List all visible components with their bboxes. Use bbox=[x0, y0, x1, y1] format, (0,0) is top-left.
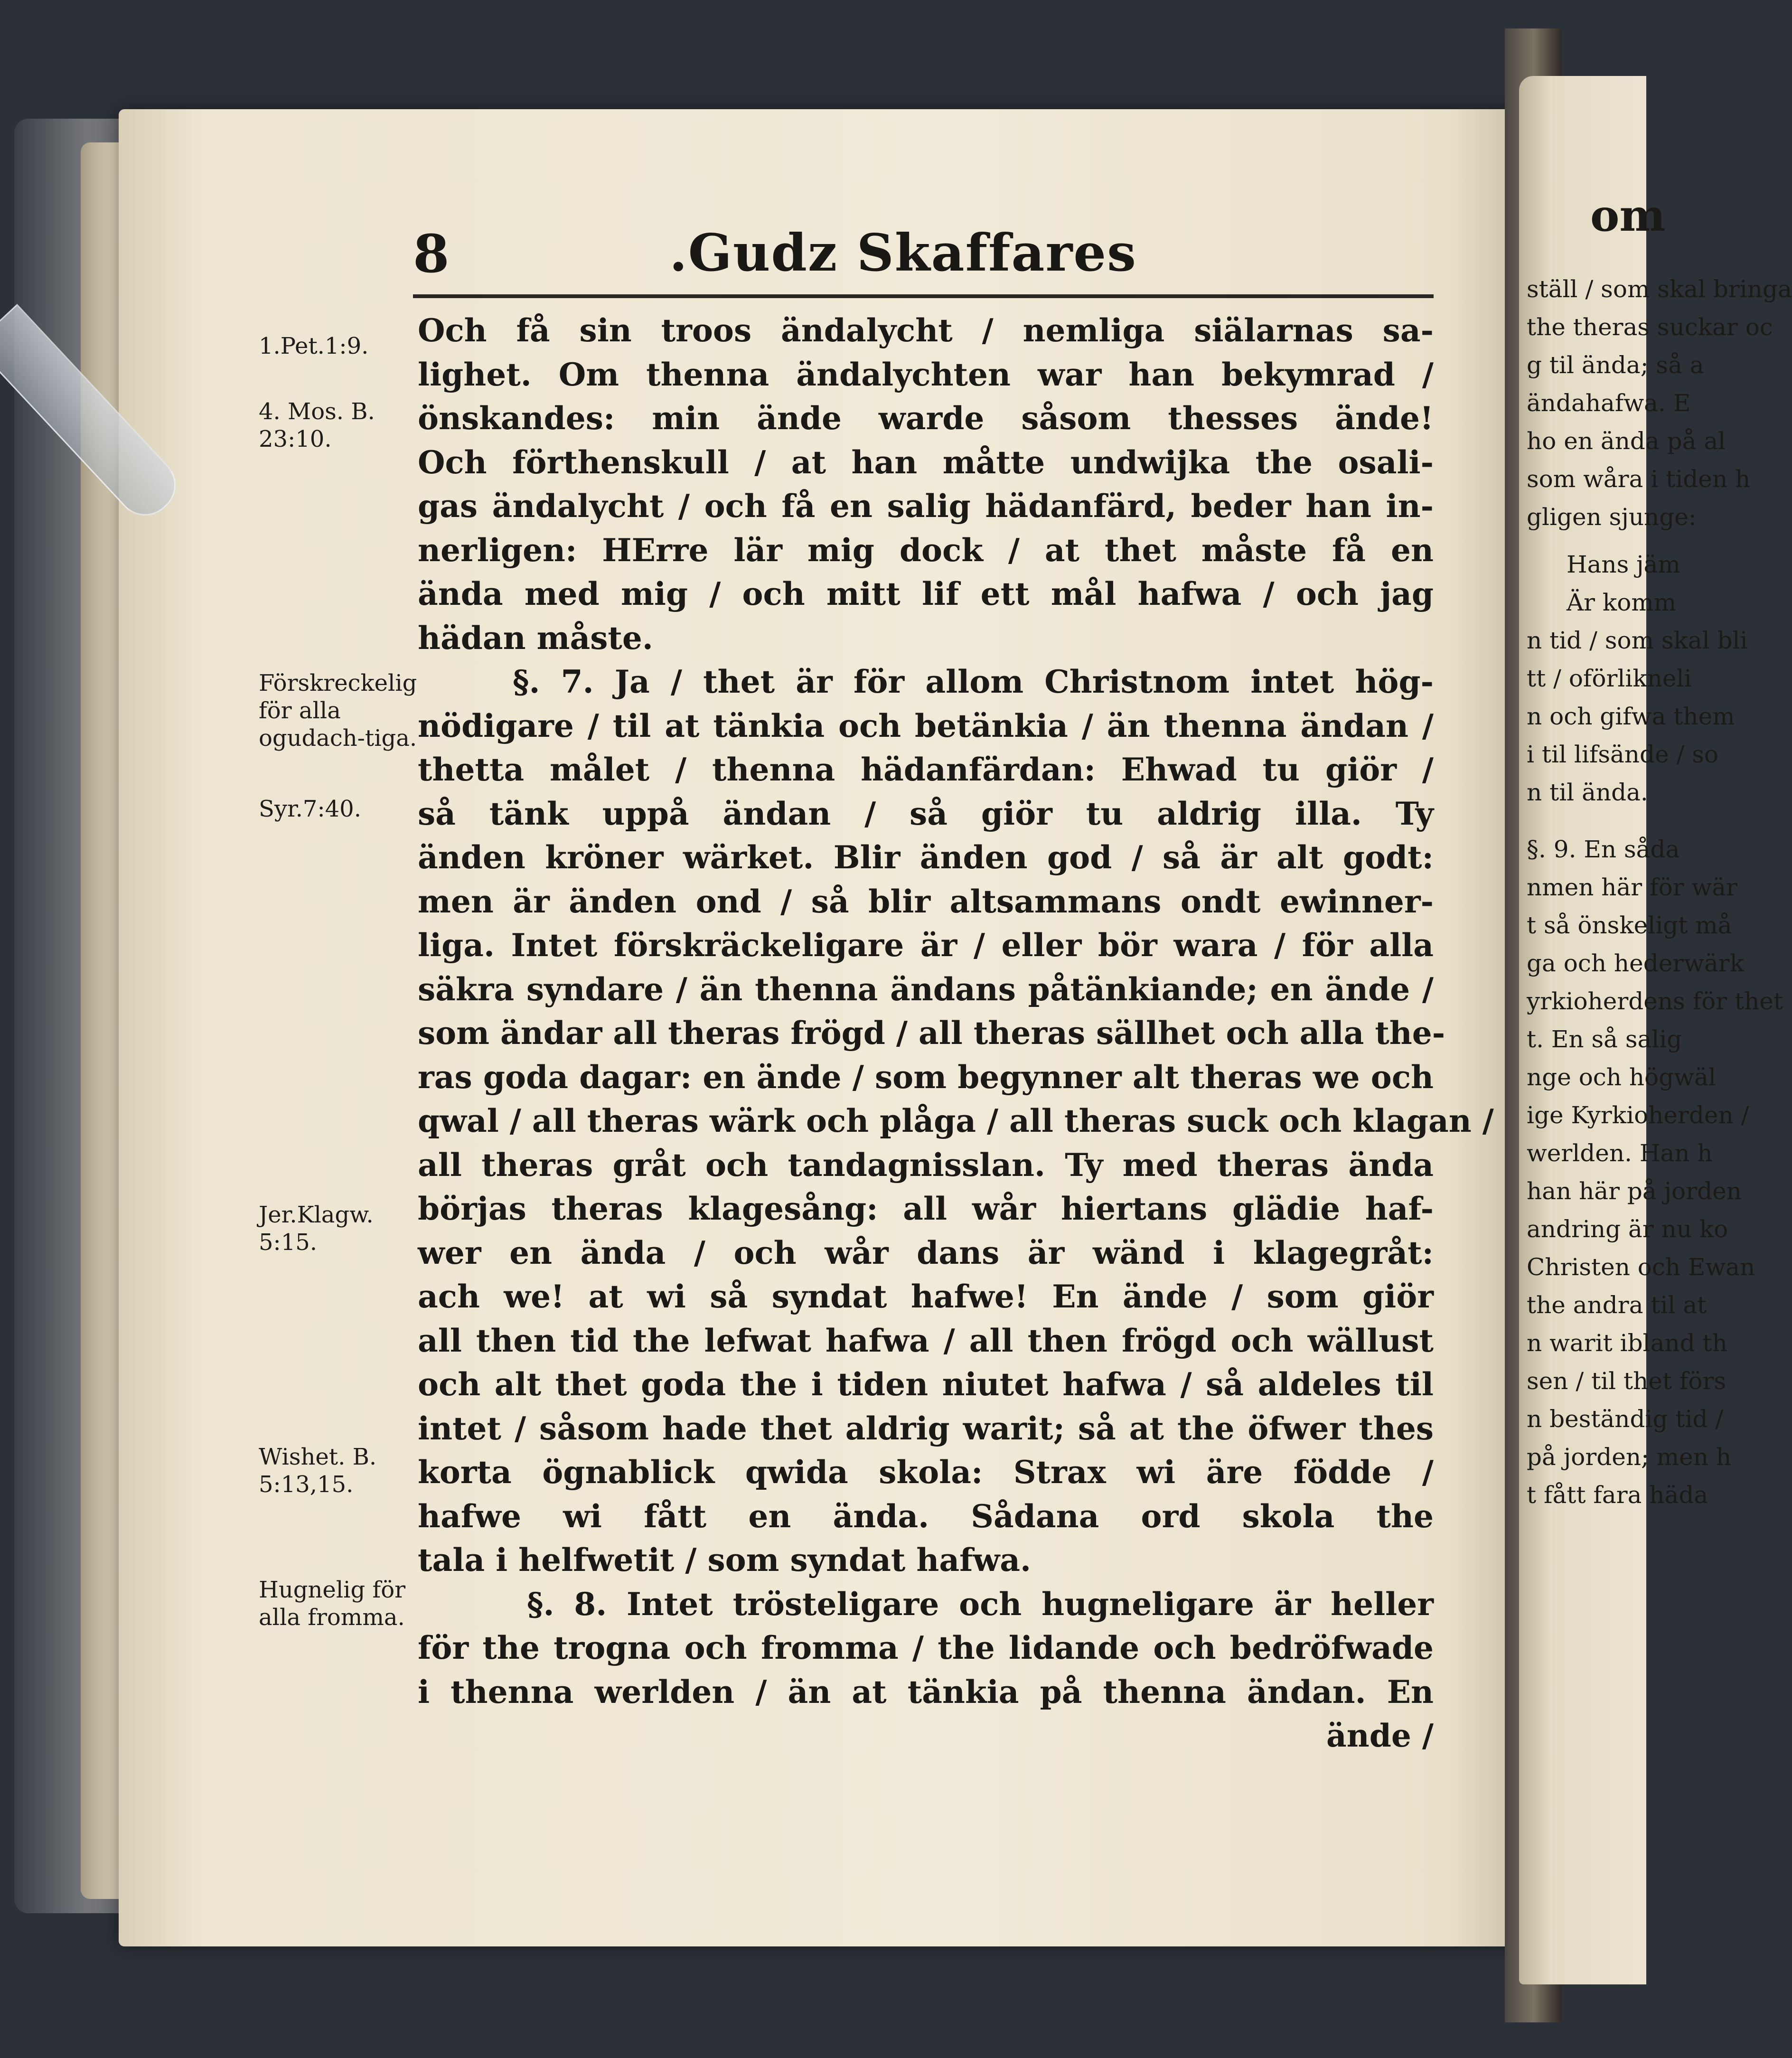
head-rule bbox=[413, 294, 1434, 298]
right-page-line: andring är nu ko bbox=[1527, 1215, 1728, 1243]
text-line: änden kröner wärket. Blir änden god / så är alt godt: bbox=[418, 839, 1434, 876]
margin-topic-forskreckelig: Förskreckelig för alla ogudach-tiga. bbox=[259, 670, 417, 752]
text-line: som ändar all theras frögd / all theras sällhet och alla the- bbox=[418, 1015, 1445, 1052]
right-page-line: han här på jorden bbox=[1527, 1177, 1742, 1205]
text-line: Och få sin troos ändalycht / nemliga siälarnas sa- bbox=[418, 312, 1434, 349]
text-line: men är änden ond / så blir altsammans ondt ewinner- bbox=[418, 883, 1434, 920]
text-line: hafwe wi fått en ända. Sådana ord skola the bbox=[418, 1497, 1434, 1535]
text-line: börjas theras klagesång: all wår hiertans glädie haf- bbox=[418, 1190, 1434, 1227]
right-page-line: nge och högwäl bbox=[1527, 1063, 1716, 1091]
margin-ref-4mos: 4. Mos. B. 23:10. bbox=[259, 398, 375, 452]
margin-ref-1pet: 1.Pet.1:9. bbox=[259, 333, 369, 359]
text-line: önskandes: min ände warde såsom thesses ände! bbox=[418, 400, 1434, 437]
right-page-line: gligen sjunge: bbox=[1527, 503, 1697, 531]
text-line: all theras gråt och tandagnisslan. Ty med theras ända bbox=[418, 1146, 1434, 1184]
text-line: ras goda dagar: en ände / som begynner alt theras we och bbox=[418, 1058, 1434, 1096]
body-text bbox=[418, 309, 1494, 1758]
running-head bbox=[413, 223, 1434, 304]
right-page-fragment bbox=[1519, 76, 1792, 1984]
margin-topic-hugnelig: Hugnelig för alla fromma. bbox=[259, 1577, 406, 1631]
text-line: tala i helfwetit / som syndat hafwa. bbox=[418, 1541, 1032, 1579]
text-line: för the trogna och fromma / the lidande och bedröfwade bbox=[418, 1629, 1434, 1666]
right-page-line: ho en ända på al bbox=[1527, 427, 1726, 455]
text-line: wer en ända / och wår dans är wänd i klagegråt: bbox=[418, 1234, 1434, 1271]
right-page-line: som wåra i tiden h bbox=[1527, 465, 1751, 493]
right-page-line: yrkioherdens för thet bbox=[1527, 987, 1783, 1015]
right-page-line: t fått fara häda bbox=[1527, 1481, 1708, 1509]
right-page-line: n och gifwa them bbox=[1527, 703, 1735, 730]
margin-notes bbox=[259, 0, 425, 2058]
text-line: nödigare / til at tänkia och betänkia / än thenna ändan / bbox=[418, 707, 1434, 744]
right-page-line: ga och hederwärk bbox=[1527, 949, 1745, 977]
right-page-line: ändahafwa. E bbox=[1527, 389, 1691, 417]
text-line: och alt thet goda the i tiden niutet hafwa / så aldeles til bbox=[418, 1366, 1434, 1403]
running-head-title: .Gudz Skaffares bbox=[669, 223, 1137, 283]
text-line: så tänk uppå ändan / så giör tu aldrig illa. Ty bbox=[418, 795, 1434, 832]
right-page-line: ige Kyrkioherden / bbox=[1527, 1101, 1749, 1129]
right-page-line: n til ända. bbox=[1527, 779, 1648, 806]
margin-ref-jer: Jer.Klagw. 5:15. bbox=[259, 1202, 374, 1256]
right-page-line: tt / oförlikneli bbox=[1527, 665, 1692, 692]
right-page-line: werlden. Han h bbox=[1527, 1139, 1713, 1167]
right-page-line: sen / til thet förs bbox=[1527, 1367, 1726, 1395]
page-number: 8 bbox=[413, 223, 450, 284]
margin-ref-wisshet: Wishet. B. 5:13,15. bbox=[259, 1444, 377, 1498]
text-line: säkra syndare / än thenna ändans påtänkiande; en ände / bbox=[418, 970, 1434, 1008]
text-line: thetta målet / thenna hädanfärdan: Ehwad tu giör / bbox=[418, 751, 1434, 788]
right-page-line: i til lifsände / so bbox=[1527, 741, 1719, 768]
right-page-line: ställ / som skal bringa bbox=[1527, 275, 1792, 303]
text-line: intet / såsom hade thet aldrig warit; så at the öfwer thes bbox=[418, 1410, 1434, 1447]
right-page-line: §. 9. En såda bbox=[1527, 836, 1680, 863]
right-page-line: t. En så salig bbox=[1527, 1025, 1682, 1053]
text-line: ända med mig / och mitt lif ett mål hafwa / och jag bbox=[418, 575, 1434, 612]
right-page-line: n beständig tid / bbox=[1527, 1405, 1724, 1433]
right-page-line: Christen och Ewan bbox=[1527, 1253, 1755, 1281]
text-line: liga. Intet förskräckeligare är / eller bör wara / för alla bbox=[418, 927, 1434, 964]
catchword: ände / bbox=[1326, 1717, 1434, 1754]
right-page-line: n warit ibland th bbox=[1527, 1329, 1727, 1357]
text-line: §. 7. Ja / thet är för allom Christnom intet hög- bbox=[513, 663, 1434, 700]
right-page-heading: om bbox=[1590, 190, 1666, 241]
text-line: lighet. Om thenna ändalychten war han bekymrad / bbox=[418, 356, 1434, 393]
right-page-line: t så önskeligt må bbox=[1527, 912, 1732, 939]
text-line: hädan måste. bbox=[418, 619, 653, 657]
text-line: Och förthenskull / at han måtte undwijka the osali- bbox=[418, 443, 1434, 481]
text-line: qwal / all theras wärk och plåga / all theras suck och klagan / bbox=[418, 1102, 1494, 1139]
text-line: gas ändalycht / och få en salig hädanfärd, beder han in- bbox=[418, 488, 1434, 525]
right-page-line: the theras suckar oc bbox=[1527, 313, 1773, 341]
text-line: all then tid the lefwat hafwa / all then frögd och wällust bbox=[418, 1322, 1434, 1359]
right-page-line: n tid / som skal bli bbox=[1527, 627, 1748, 654]
right-page-line: på jorden; men h bbox=[1527, 1443, 1732, 1471]
text-line: ach we! at wi så syndat hafwe! En ände / som giör bbox=[418, 1278, 1434, 1315]
right-page-line: the andra til at bbox=[1527, 1291, 1707, 1319]
right-page-line: Är komm bbox=[1567, 589, 1677, 616]
text-line: korta ögnablick qwida skola: Strax wi äre födde / bbox=[418, 1454, 1434, 1491]
margin-ref-syr: Syr.7:40. bbox=[259, 796, 361, 822]
right-page-line: nmen här för wär bbox=[1527, 874, 1738, 901]
right-page-line: g til ända; så a bbox=[1527, 351, 1704, 379]
text-line: i thenna werlden / än at tänkia på thenna ändan. En bbox=[418, 1673, 1434, 1710]
text-line: nerligen: HErre lär mig dock / at thet måste få en bbox=[418, 531, 1434, 569]
text-line: §. 8. Intet tröstеligare och hugneligare är heller bbox=[527, 1585, 1434, 1623]
right-page-line: Hans jäm bbox=[1567, 551, 1680, 578]
